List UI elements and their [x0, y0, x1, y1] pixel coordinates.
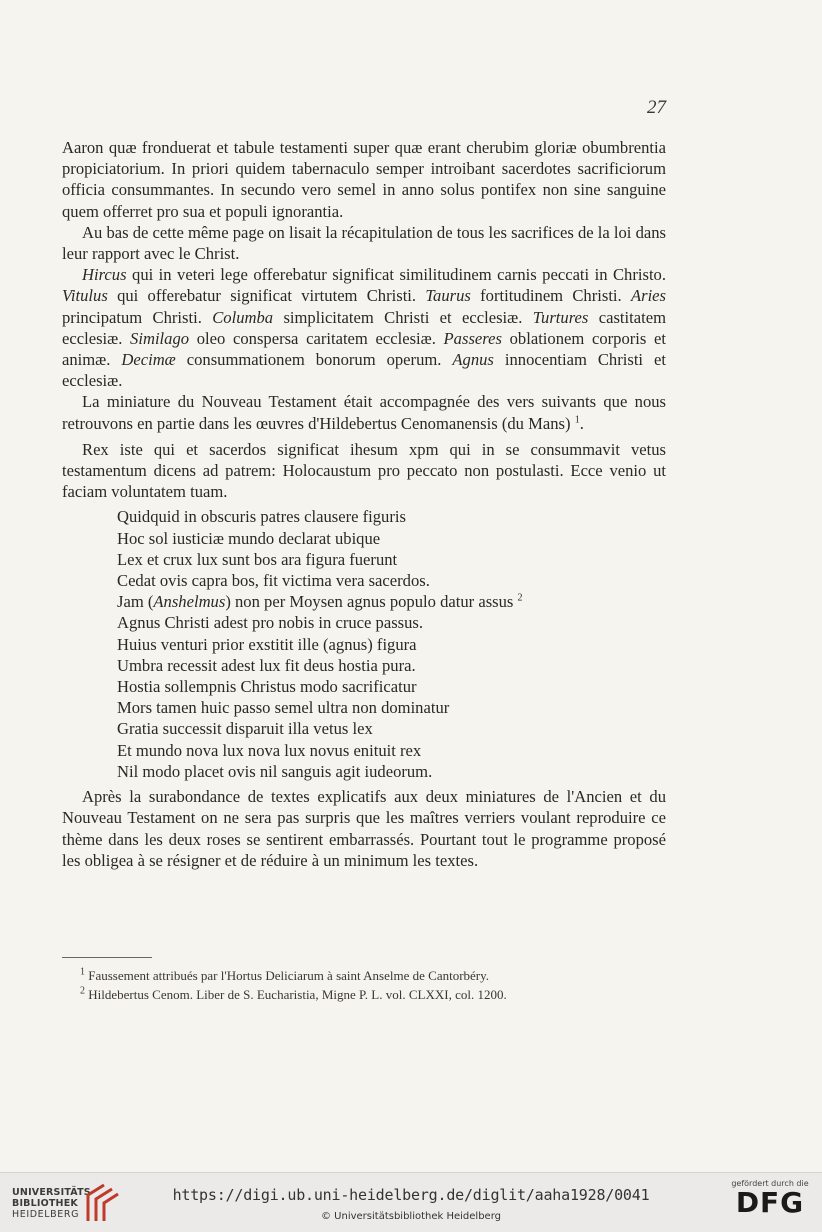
institution-line: HEIDELBERG	[12, 1209, 80, 1220]
term-taurus: Taurus	[425, 286, 471, 306]
poem-line-part: ) non per Moysen agnus populo datur assus	[225, 592, 514, 612]
footnote-text: Faussement attribués par l'Hortus Deliciarum à saint Anselme de Cantorbéry.	[85, 968, 490, 983]
poem-line: Et mundo nova lux nova lux novus enituit rex	[117, 740, 422, 760]
poem	[117, 506, 666, 782]
symbol-text: qui offerebatur significat virtutem Christi.	[107, 286, 426, 306]
symbol-text: simplicitatem Christi et ecclesiæ.	[273, 307, 533, 327]
dfg-logo[interactable]	[730, 1179, 810, 1227]
dfg-wordmark: DFG	[735, 1186, 805, 1219]
term-vitulus: Vitulus	[62, 286, 108, 306]
poem-line: Quidquid in obscuris patres clausere figuris	[117, 507, 406, 527]
body-text	[62, 137, 666, 871]
poem-line: Mors tamen huic passo semel ultra non dominatur	[117, 698, 450, 718]
page-number: 27	[647, 97, 666, 118]
symbol-text: castitatem ecclesiæ.	[62, 307, 667, 348]
poem-line: Hoc sol iusticiæ mundo declarat ubique	[117, 528, 381, 548]
footnote-2	[80, 985, 668, 1004]
poem-line: Umbra recessit adest lux fit deus hostia pura.	[117, 655, 416, 675]
poem-line: Cedat ovis capra bos, fit victima vera sacerdos.	[117, 571, 430, 591]
symbol-text: innocentiam Christi et ecclesiæ.	[62, 350, 666, 391]
term-decimae: Decimæ	[121, 350, 176, 370]
symbol-text: principatum Christi.	[62, 307, 213, 327]
term-passeres: Passeres	[443, 328, 502, 348]
poem-line: Agnus Christi adest pro nobis in cruce passus.	[117, 613, 424, 633]
poem-line: Huius venturi prior exstitit ille (agnus) figura	[117, 634, 417, 654]
paragraph-symbols	[62, 264, 666, 391]
paragraph-hildebertus	[62, 391, 666, 433]
symbol-text: fortitudinem Christi.	[470, 286, 631, 306]
footnote-mark: 2	[80, 985, 85, 997]
institution-line: UNIVERSITÄTS-	[12, 1187, 95, 1198]
term-aries: Aries	[630, 286, 666, 306]
symbol-text: oblationem corporis et animæ.	[62, 328, 666, 370]
symbol-text: oleo conspersa caritatem ecclesiæ.	[189, 328, 444, 348]
poem-line: Hostia sollempnis Christus modo sacrificatur	[117, 677, 417, 697]
paragraph-final: Après la surabondance de textes explicatifs aux deux miniatures de l'Ancien et du Nouveau Testament on ne sera pas surpris que les maîtres verriers voulant reproduire ce thème dans les deux roses se sentirent embarrassés. Pourtant tout le programme proposé les obligea à se résigner et de réduire à un minimum les textes.	[62, 787, 666, 870]
poem-line: Lex et crux lux sunt bos ara figura fuerunt	[117, 549, 398, 569]
footnotes	[80, 966, 668, 1004]
poem-line: Nil modo placet ovis nil sanguis agit iudeorum.	[117, 761, 433, 781]
term-hircus: Hircus	[82, 265, 127, 285]
paragraph-mans-end: .	[579, 413, 584, 433]
institution-line: BIBLIOTHEK	[12, 1198, 78, 1209]
symbol-text: consummationem bonorum operum.	[175, 350, 453, 370]
poem-line: Gratia successit disparuit illa vetus lex	[117, 719, 373, 739]
term-columba: Columba	[212, 307, 274, 327]
footnote-ref-2[interactable]: 2	[517, 592, 523, 604]
copyright-notice: © Universitätsbibliothek Heidelberg	[320, 1211, 501, 1222]
poem-name-anshelmus: Anshelmus	[153, 592, 226, 612]
paragraph-recapitulation: Au bas de cette même page on lisait la récapitulation de tous les sacrifices de la loi dans leur rapport avec le Christ.	[62, 222, 666, 264]
term-agnus: Agnus	[452, 350, 494, 370]
poem-line-part: Jam (	[117, 592, 154, 612]
poem-line	[117, 591, 666, 612]
symbol-text: qui in veteri lege offerebatur significat similitudinem carnis peccati in Christo.	[126, 265, 666, 285]
funded-by-label: gefördert durch die	[731, 1179, 809, 1188]
term-similago: Similago	[130, 328, 190, 348]
footnote-text: Hildebertus Cenom. Liber de S. Eucharistia, Migne P. L. vol. CLXXI, col. 1200.	[85, 987, 507, 1002]
footnote-divider	[62, 957, 152, 958]
term-turtures: Turtures	[532, 307, 589, 327]
footnote-ref-1[interactable]: 1	[574, 414, 580, 426]
footnote-1	[80, 966, 668, 985]
paragraph-aaron: Aaron quæ fronduerat et tabule testamenti super quæ erant cherubim gloriæ obumbrentia propiciatorium. In priori quidem tabernaculo semper introibant sacerdotes sacrificiorum officia consummantes. In secundo vero semel in anno solus pontifex non sine sanguine quem offerret pro sua et populi ignorantia.	[62, 138, 666, 221]
paragraph-rex: Rex iste qui et sacerdos significat ihesum xpm qui in se consummavit vetus testamentum dicens ad patrem: Holocaustum pro peccato non postulasti. Ecce venio ut faciam voluntatem tuam.	[62, 439, 666, 502]
viewer-footer	[0, 1172, 822, 1232]
permalink-url[interactable]: https://digi.ub.uni-heidelberg.de/diglit/aaha1928/0041	[172, 1186, 650, 1204]
footnote-mark: 1	[80, 966, 85, 978]
paragraph-mans-text: La miniature du Nouveau Testament était accompagnée des vers suivants que nous retrouvons en partie dans les œuvres d'Hildebertus Cenomanensis (du Mans)	[62, 392, 666, 433]
